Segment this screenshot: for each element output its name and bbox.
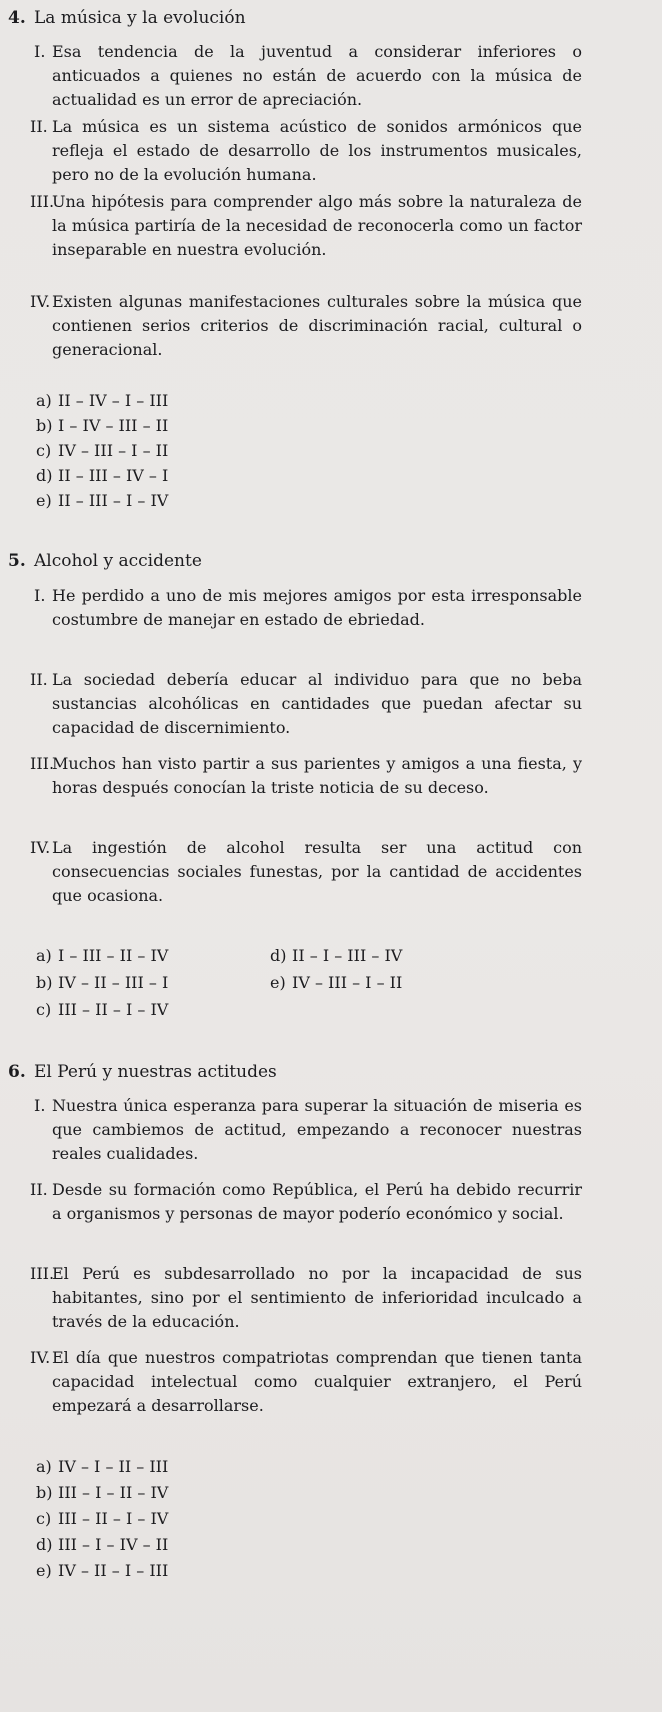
statement-numeral: III. xyxy=(30,1264,55,1283)
statement-text: Esa tendencia de la juventud a considerar inferiores o anticuados a quienes no están de acuerdo con la música de actualidad es un error de apreciación. xyxy=(52,42,582,109)
statement-numeral: III. xyxy=(30,192,55,211)
statement-numeral: I. xyxy=(34,42,46,61)
question-title xyxy=(8,1064,277,1081)
statement-text: La sociedad debería educar al individuo para que no beba sustancias alcohólicas en cantidades que puedan afectar su capacidad de discernimiento. xyxy=(52,670,582,737)
statement-numeral: II. xyxy=(30,117,48,136)
statement-numeral: III. xyxy=(30,754,55,773)
statement-text: Desde su formación como República, el Perú ha debido recurrir a organismos y personas de mayor poderío económico y social. xyxy=(52,1180,582,1223)
option-a[interactable]: a) IV – I – II – III xyxy=(36,1457,169,1476)
option-c[interactable]: c) III – II – I – IV xyxy=(36,1509,169,1528)
option-c[interactable]: c) IV – III – I – II xyxy=(36,441,169,460)
statement-text: Nuestra única esperanza para superar la situación de miseria es que cambiemos de actitud, empezando a reconocer nuestras reales cualidades. xyxy=(52,1096,582,1163)
statement-ii xyxy=(30,668,582,740)
statement-i xyxy=(34,1094,582,1166)
statement-ii xyxy=(30,115,582,187)
statement-text: El Perú es subdesarrollado no por la incapacidad de sus habitantes, sino por el sentimiento de inferioridad inculcado a través de la educación. xyxy=(52,1264,582,1331)
option-d[interactable]: d) II – I – III – IV xyxy=(270,946,403,965)
option-b[interactable]: b) III – I – II – IV xyxy=(36,1483,169,1502)
statement-numeral: I. xyxy=(34,586,46,605)
statement-i xyxy=(34,40,582,112)
option-d[interactable]: d) II – III – IV – I xyxy=(36,466,169,485)
statement-iii xyxy=(30,190,582,262)
statement-numeral: I. xyxy=(34,1096,46,1115)
statement-text: He perdido a uno de mis mejores amigos por esta irresponsable costumbre de manejar en estado de ebriedad. xyxy=(52,586,582,629)
option-c[interactable]: c) III – II – I – IV xyxy=(36,1000,169,1019)
statement-numeral: IV. xyxy=(30,838,51,857)
statement-numeral: IV. xyxy=(30,292,51,311)
statement-numeral: IV. xyxy=(30,1348,51,1367)
statement-ii xyxy=(30,1178,582,1226)
statement-iv xyxy=(30,1346,582,1418)
statement-text: El día que nuestros compatriotas comprendan que tienen tanta capacidad intelectual como cualquier extranjero, el Perú empezará a desarrollarse. xyxy=(52,1348,582,1415)
statement-numeral: II. xyxy=(30,670,48,689)
question-title xyxy=(8,10,246,27)
option-a[interactable]: a) II – IV – I – III xyxy=(36,391,169,410)
question-title xyxy=(8,553,202,570)
question-number: 5. xyxy=(8,551,26,571)
statement-iii xyxy=(30,1262,582,1334)
question-title-text: El Perú y nuestras actitudes xyxy=(34,1062,277,1082)
statement-iv xyxy=(30,836,582,908)
option-b[interactable]: b) I – IV – III – II xyxy=(36,416,169,435)
statement-text: La ingestión de alcohol resulta ser una actitud con consecuencias sociales funestas, por la cantidad de accidentes que ocasiona. xyxy=(52,838,582,905)
statement-numeral: II. xyxy=(30,1180,48,1199)
statement-text: Muchos han visto partir a sus parientes y amigos a una fiesta, y horas después conocían la triste noticia de su deceso. xyxy=(52,754,582,797)
option-b[interactable]: b) IV – II – III – I xyxy=(36,973,169,992)
statement-text: La música es un sistema acústico de sonidos armónicos que refleja el estado de desarrollo de los instrumentos musicales, pero no de la evolución humana. xyxy=(52,117,582,184)
statement-text: Existen algunas manifestaciones culturales sobre la música que contienen serios criterios de discriminación racial, cultural o generacional. xyxy=(52,292,582,359)
statement-iii xyxy=(30,752,582,800)
question-number: 4. xyxy=(8,8,26,28)
statement-iv xyxy=(30,290,582,362)
option-e[interactable]: e) IV – II – I – III xyxy=(36,1561,169,1580)
option-e[interactable]: e) II – III – I – IV xyxy=(36,491,169,510)
option-a[interactable]: a) I – III – II – IV xyxy=(36,946,169,965)
option-e[interactable]: e) IV – III – I – II xyxy=(270,973,403,992)
question-title-text: Alcohol y accidente xyxy=(34,551,202,571)
option-d[interactable]: d) III – I – IV – II xyxy=(36,1535,169,1554)
statement-i xyxy=(34,584,582,632)
question-number: 6. xyxy=(8,1062,26,1082)
question-title-text: La música y la evolución xyxy=(34,8,246,28)
statement-text: Una hipótesis para comprender algo más sobre la naturaleza de la música partiría de la necesidad de reconocerla como un factor inseparable en nuestra evolución. xyxy=(52,192,582,259)
